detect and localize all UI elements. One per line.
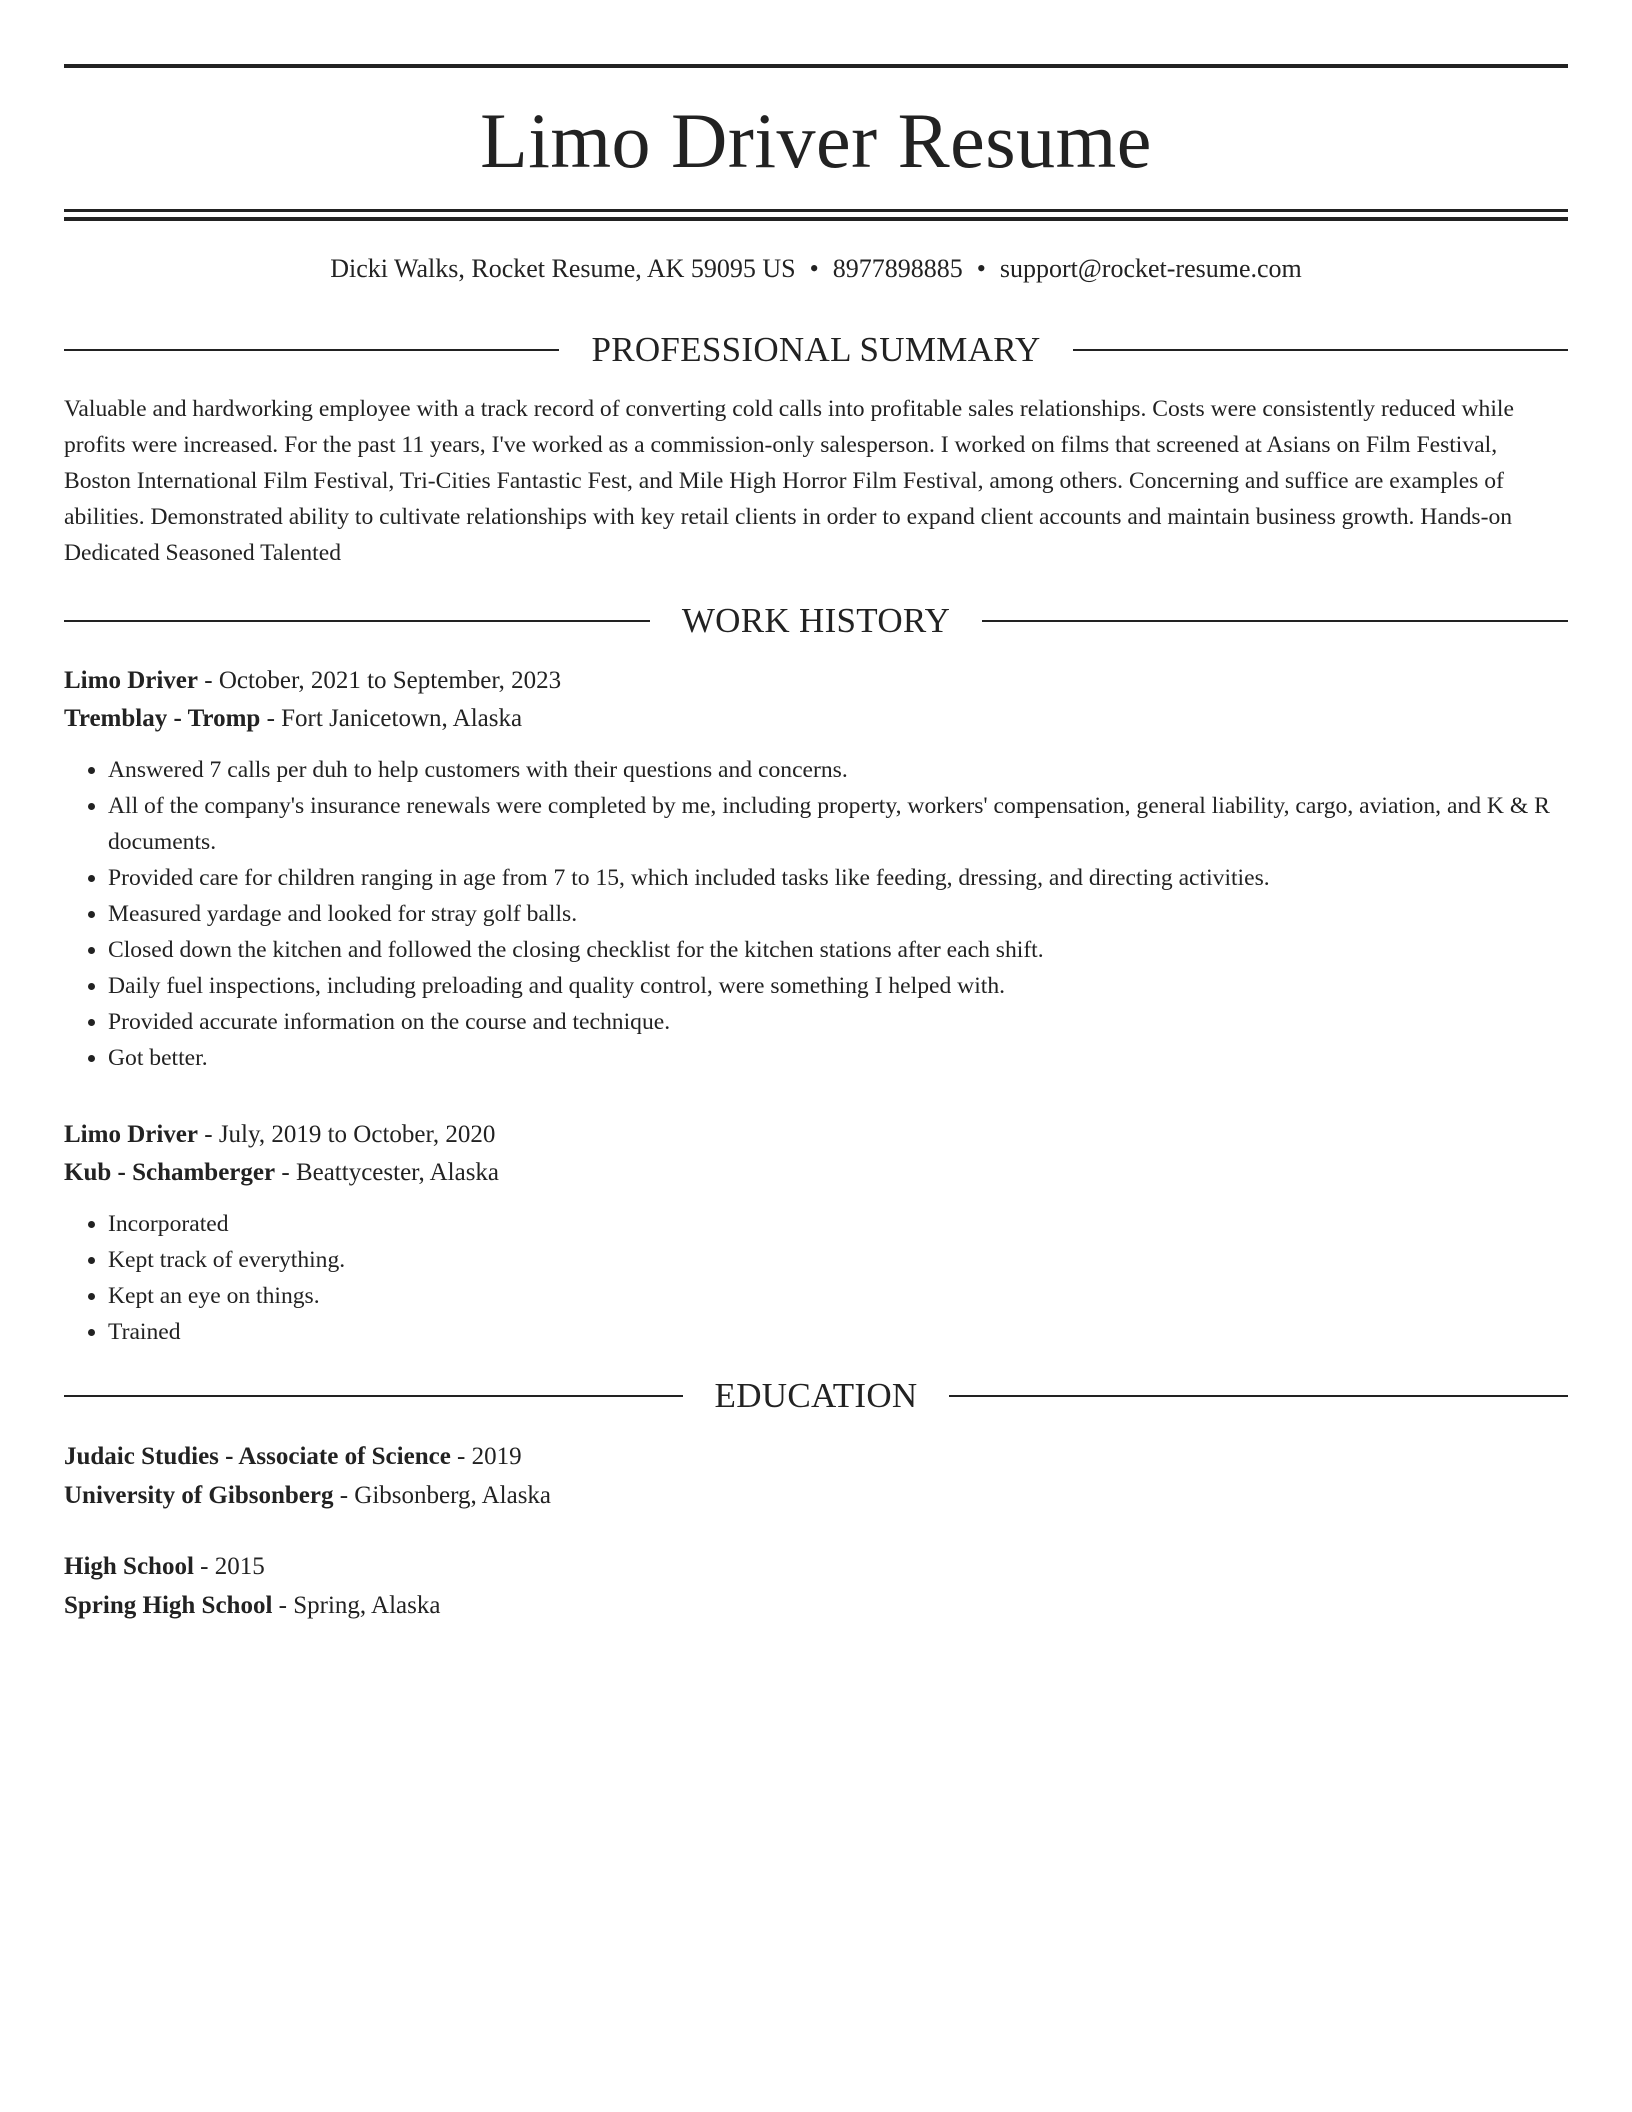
education-school-line: University of Gibsonberg - Gibsonberg, Alaska (64, 1482, 552, 1510)
job-bullets (64, 1206, 1568, 1350)
education-year: 2019 (471, 1443, 522, 1471)
list-item: • Provided care for children ranging in age from 7 to 15, which included tasks like feeding, dressing, and directing activities. (108, 860, 1568, 896)
job-entry (64, 1116, 1568, 1350)
education-degree-line: Judaic Studies - Associate of Science - 2019 (64, 1443, 522, 1471)
job-location: Beattycester, Alaska (295, 1159, 500, 1187)
list-item: • Trained (108, 1314, 1568, 1350)
divider-line (64, 349, 559, 351)
job-title-line: Limo Driver - October, 2021 to September, 2023 (64, 667, 562, 695)
contact-line (64, 253, 1568, 284)
education-degree-line: High School - 2015 (64, 1553, 265, 1581)
education-school-line: Spring High School - Spring, Alaska (64, 1592, 441, 1620)
list-item: • Incorporated (108, 1206, 1568, 1242)
job-entry (64, 662, 1568, 1076)
divider-line (64, 620, 650, 622)
list-item: • Got better. (108, 1040, 1568, 1076)
section-header-education (64, 1376, 1568, 1416)
job-company: Kub - Schamberger (64, 1159, 276, 1187)
education-school: University of Gibsonberg (64, 1482, 334, 1510)
top-rule (64, 64, 1568, 68)
list-item: • Provided accurate information on the course and technique. (108, 1004, 1568, 1040)
list-item: • Daily fuel inspections, including preloading and quality control, were something I helped with. (108, 968, 1568, 1004)
title-double-rule (64, 209, 1568, 221)
job-company-line: Kub - Schamberger - Beattycester, Alaska (64, 1159, 500, 1187)
job-company: Tremblay - Tromp (64, 705, 261, 733)
education-location: Spring, Alaska (293, 1592, 441, 1620)
job-dates: October, 2021 to September, 2023 (218, 667, 562, 695)
divider-line (1073, 349, 1568, 351)
list-item: • Kept an eye on things. (108, 1278, 1568, 1314)
job-location: Fort Janicetown, Alaska (281, 705, 523, 733)
education-entry (64, 1437, 1568, 1515)
list-item: • Measured yardage and looked for stray golf balls. (108, 896, 1568, 932)
job-title-line: Limo Driver - July, 2019 to October, 2020 (64, 1121, 496, 1149)
contact-phone: 8977898885 (832, 254, 963, 283)
job-title: Limo Driver (64, 1121, 198, 1149)
education-degree: High School (64, 1553, 194, 1581)
divider-line (64, 1395, 683, 1397)
section-header-work (64, 601, 1568, 641)
section-title: EDUCATION (714, 1376, 918, 1416)
contact-address: Dicki Walks, Rocket Resume, AK 59095 US (330, 254, 796, 283)
education-school: Spring High School (64, 1592, 273, 1620)
summary-text: Valuable and hardworking employee with a track record of converting cold calls into profitable sales relationships. Costs were consistently reduced while profits were increased. For the past 11 years, I've worked as a commission-only salesperson. I worked on films that screened at Asians on Film Festival, Boston International Film Festival, Tri-Cities Fantastic Fest, and Mile High Horror Film Festival, among others. Concerning and suffice are examples of abilities. Demonstrated ability to cultivate relationships with key retail clients in order to expand client accounts and maintain business growth. Hands-on Dedicated Seasoned Talented (64, 396, 1514, 567)
education-year: 2015 (214, 1553, 265, 1581)
list-item: • Kept track of everything. (108, 1242, 1568, 1278)
education-degree: Judaic Studies - Associate of Science (64, 1443, 451, 1471)
page-title: Limo Driver Resume (480, 97, 1152, 184)
section-header-summary (64, 330, 1568, 370)
education-location: Gibsonberg, Alaska (354, 1482, 552, 1510)
job-bullets (64, 752, 1568, 1076)
list-item: • Closed down the kitchen and followed the closing checklist for the kitchen stations after each shift. (108, 932, 1568, 968)
education-entry (64, 1547, 1568, 1625)
job-dates: July, 2019 to October, 2020 (218, 1121, 496, 1149)
contact-email: support@rocket-resume.com (999, 254, 1302, 283)
job-title: Limo Driver (64, 667, 198, 695)
section-title: PROFESSIONAL SUMMARY (591, 330, 1041, 370)
section-title: WORK HISTORY (681, 601, 951, 641)
job-company-line: Tremblay - Tromp - Fort Janicetown, Alaska (64, 705, 523, 733)
contact-separator: • (976, 254, 986, 283)
list-item: • Answered 7 calls per duh to help customers with their questions and concerns. (108, 752, 1568, 788)
divider-line (949, 1395, 1568, 1397)
divider-line (982, 620, 1568, 622)
contact-separator: • (809, 254, 819, 283)
list-item: • All of the company's insurance renewals were completed by me, including property, workers' compensation, general liability, cargo, aviation, and K & R documents. (108, 788, 1568, 860)
